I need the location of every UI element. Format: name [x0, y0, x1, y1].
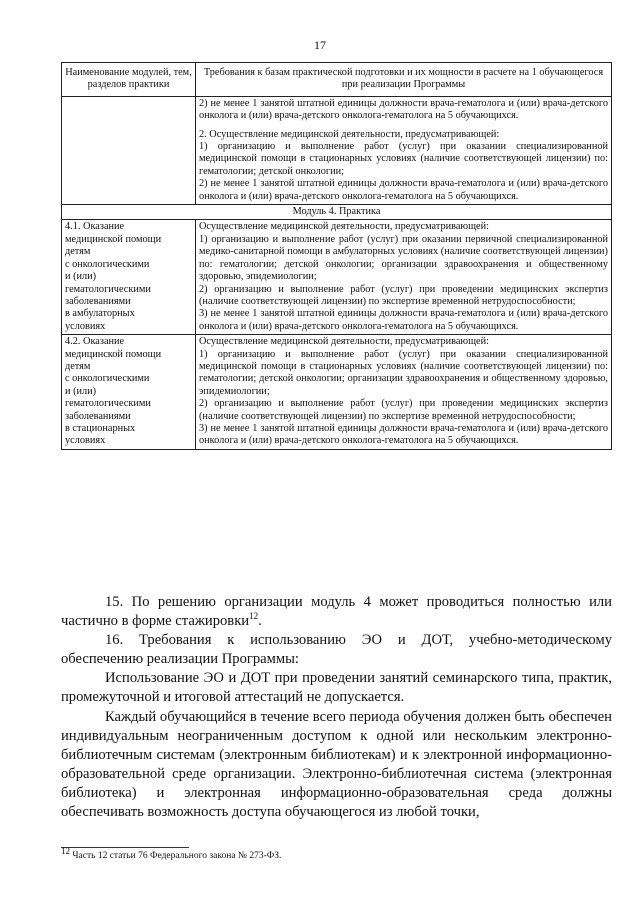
module-name-line: условиях: [65, 435, 106, 447]
paragraph-15-text: 15. По решению организации модуль 4 может проводиться полностью или частично в форме стажировки: [61, 594, 612, 630]
module-name-line: гематологическими: [65, 283, 151, 295]
module-name-line: детям: [65, 360, 91, 372]
paragraph-15: [61, 593, 612, 631]
table-row: [62, 96, 612, 204]
module-name-line: медицинской помощи: [65, 233, 162, 245]
requirement-item: 1) организацию и выполнение работ (услуг) при оказании специализированной медицинской помощи в стационарных условиях (наличие соответствующей лицензии) по: гематологии; детской онкологии; организации здравоохранения и общественному здоровью, эпидемиологии;: [199, 348, 608, 397]
table-cell-module-name: [62, 335, 196, 450]
paragraph-library-access: Каждый обучающийся в течение всего периода обучения должен быть обеспечен индивидуальным неограниченным доступом к одной или нескольким электронно-библиотечным системам (электронным библиотекам) и к электронной информационно-образовательной среде организации. Электронно-библиотечная система (электронная библиотека) и электронная информационно-образовательная среда должны обеспечивать возможность доступа обучающегося из любой точки,: [61, 708, 612, 821]
module-name-line: и (или): [65, 385, 97, 397]
requirement-item: 2) организацию и выполнение работ (услуг) при проведении медицинских экспертиз (наличие соответствующей лицензии) по экспертизе временной нетрудоспособности;: [199, 283, 608, 307]
program-requirements-table: [61, 62, 612, 450]
paragraph-15-end: .: [258, 613, 262, 630]
module-title-row: [62, 205, 612, 220]
requirement-item: Осуществление медицинской деятельности, предусматривающей:: [199, 336, 489, 348]
module-name-line: в стационарных: [65, 422, 136, 434]
footnote: [61, 846, 282, 862]
module-title: Модуль 4. Практика: [62, 205, 612, 220]
footnote-number: 12: [61, 846, 70, 856]
table-header-row: [62, 63, 612, 97]
requirement-item: 2) не менее 1 занятой штатной единицы должности врача-гематолога и (или) врача-детского онколога и (или) врача-детского онколога-гематолога на 5 обучающихся.: [199, 97, 608, 122]
requirement-item: 2) не менее 1 занятой штатной единицы должности врача-гематолога и (или) врача-детского онколога и (или) врача-детского онколога-гематолога на 5 обучающихся.: [199, 178, 608, 202]
table-cell-requirements: [196, 335, 612, 450]
paragraph-edu-restriction: Использование ЭО и ДОТ при проведении занятий семинарского типа, практик, промежуточной и итоговой аттестаций не допускается.: [61, 670, 612, 706]
module-name-line: в амбулаторных: [65, 308, 135, 320]
requirement-item: 3) не менее 1 занятой штатной единицы должности врача-гематолога и (или) врача-детского онколога и (или) врача-детского онколога-гематолога на 5 обучающихся.: [199, 308, 608, 332]
module-name-line: условиях: [65, 320, 106, 332]
module-name-line: заболеваниями: [65, 410, 131, 422]
paragraph-16: 16. Требования к использованию ЭО и ДОТ, учебно-методическому обеспечению реализации Программы:: [61, 632, 612, 668]
requirement-item: Осуществление медицинской деятельности, предусматривающей:: [199, 221, 489, 233]
footnote-divider: [61, 847, 189, 848]
page-number: 17: [314, 38, 326, 52]
module-name-line: и (или): [65, 271, 97, 283]
requirement-item: 2) организацию и выполнение работ (услуг) при проведении медицинских экспертиз (наличие соответствующей лицензии) по экспертизе временной нетрудоспособности;: [199, 398, 608, 422]
module-name-line: с онкологическими: [65, 373, 150, 385]
table-cell-module-name: [62, 220, 196, 335]
requirement-item: 3) не менее 1 занятой штатной единицы должности врача-гематолога и (или) врача-детского онколога и (или) врача-детского онколога-гематолога на 5 обучающихся.: [199, 422, 608, 447]
footnote-text: Часть 12 статьи 76 Федерального закона № 273-ФЗ.: [72, 851, 282, 862]
header-requirements: Требования к базам практической подготовки и их мощности в расчете на 1 обучающегося при реализации Программы: [196, 63, 612, 97]
module-name-line: 4.2. Оказание: [65, 336, 125, 348]
table-cell-requirements: [196, 220, 612, 335]
module-name-line: детям: [65, 246, 91, 258]
footnote-ref[interactable]: 12: [249, 611, 259, 622]
body-text: [61, 593, 612, 822]
module-name-line: 4.1. Оказание: [65, 221, 125, 233]
table-cell-empty: [62, 96, 196, 204]
module-name-line: заболеваниями: [65, 295, 131, 307]
table-row: [62, 220, 612, 335]
module-name-line: медицинской помощи: [65, 348, 162, 360]
requirement-item: 1) организацию и выполнение работ (услуг) при оказании первичной специализированной медико-санитарной помощи в амбулаторных условиях (наличие соответствующей лицензии) по: гематологии; детской онкологии; организации здравоохранения и общественному здоровью, эпидемиологии;: [199, 233, 608, 283]
header-module-name: Наименование модулей, тем, разделов практики: [62, 63, 196, 97]
module-name-line: с онкологическими: [65, 258, 150, 270]
requirement-item: 2. Осуществление медицинской деятельности, предусматривающей:: [199, 128, 500, 140]
module-name-line: гематологическими: [65, 398, 151, 410]
table-cell-requirements: [196, 96, 612, 204]
table-row: [62, 335, 612, 450]
requirement-item: 1) организацию и выполнение работ (услуг) при оказании специализированной медицинской помощи в стационарных условиях (наличие соответствующей лицензии) по: гематологии; детской онкологии;: [199, 141, 608, 177]
